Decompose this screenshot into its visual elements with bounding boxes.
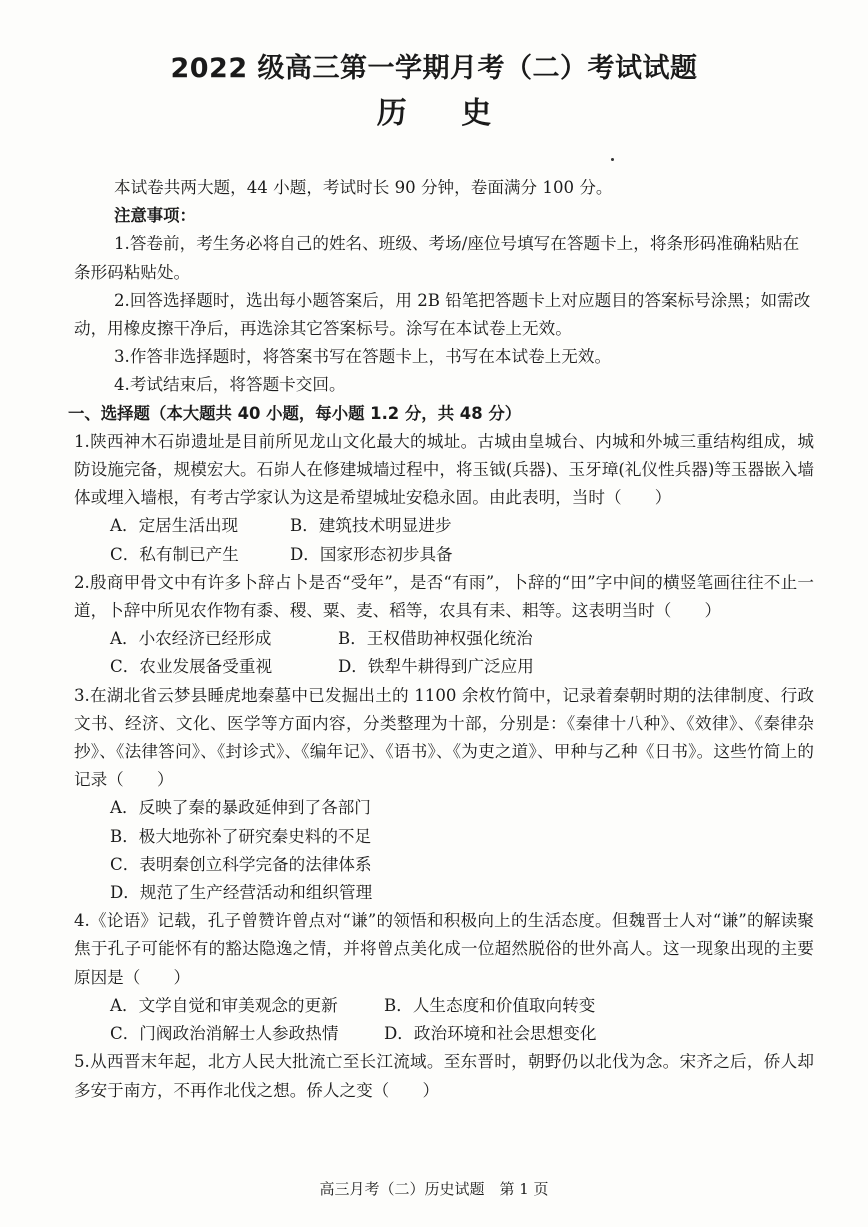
option-a: A．定居生活出现	[110, 516, 239, 536]
option-b: B．极大地弥补了研究秦史料的不足	[110, 826, 372, 846]
question-stem: 1.陕西神木石峁遗址是目前所见龙山文化最大的城址。古城由皇城台、内城和外城三重结构组成，城防设施完备，规模宏大。石峁人在修建城墙过程中，将玉钺(兵器)、玉牙璋(礼仪性兵器)等玉器嵌入墙体或埋入墙根，有考古学家认为这是希望城址安稳永固。由此表明，当时（ ）	[74, 431, 814, 508]
option-a: A．小农经济已经形成	[110, 629, 272, 649]
option-row	[74, 1020, 814, 1048]
option-c: C．农业发展备受重视	[110, 657, 273, 677]
option-c: C．私有制已产生	[110, 544, 239, 564]
scan-speck	[611, 158, 614, 161]
question-stem: 3.在湖北省云梦县睡虎地秦墓中已发掘出土的 1100 余枚竹简中，记录着秦朝时期的法律制度、行政文书、经济、文化、医学等方面内容，分类整理为十部，分别是：《秦律十八种》、《效律》、《秦律杂抄》、《法律答问》、《封诊式》、《编年记》、《语书》、《为吏之道》、甲种与乙种《日书》。这些竹简上的记录（ ）	[74, 685, 814, 790]
option-b: B．人生态度和价值取向转变	[384, 995, 596, 1015]
option-a: A．文学自觉和审美观念的更新	[110, 995, 338, 1015]
option-row	[74, 512, 814, 540]
exam-content	[68, 174, 814, 1105]
notice-item: 4.考试结束后，将答题卡交回。	[114, 375, 346, 395]
notice-item: 3.作答非选择题时，将答案书写在答题卡上，书写在本试卷上无效。	[114, 347, 612, 367]
option-b: B．建筑技术明显进步	[290, 516, 452, 536]
option-row	[74, 625, 814, 653]
exam-summary: 本试卷共两大题，44 小题，考试时长 90 分钟，卷面满分 100 分。	[114, 178, 613, 197]
question-stem: 2.殷商甲骨文中有许多卜辞占卜是否“受年”，是否“有雨”，卜辞的“田”字中间的横竖笔画往往不止一道，卜辞中所见农作物有黍、稷、粟、麦、稻等，农具有耒、耜等。这表明当时（ ）	[74, 572, 814, 621]
option-c: C．门阀政治消解士人参政热情	[110, 1024, 339, 1044]
subject-title: 历 史	[376, 96, 514, 131]
option-b: B．王权借助神权强化统治	[338, 629, 533, 649]
notice-item: 1.答卷前，考生务必将自己的姓名、班级、考场/座位号填写在答题卡上，将条形码准确粘贴在条形码粘贴处。	[74, 234, 800, 282]
notice-title: 注意事项：	[114, 206, 196, 226]
option-d: D．国家形态初步具备	[290, 544, 453, 564]
option-d: D．铁犁牛耕得到广泛应用	[338, 657, 534, 677]
notice-item: 2.回答选择题时，选出每小题答案后，用 2B 铅笔把答题卡上对应题目的答案标号涂黑；如需改动，用橡皮擦干净后，再选涂其它答案标号。涂写在本试卷上无效。	[74, 290, 811, 339]
option-d: D．政治环境和社会思想变化	[384, 1024, 597, 1044]
question-stem: 4.《论语》记载，孔子曾赞许曾点对“谦”的领悟和积极向上的生活态度。但魏晋士人对“谦”的解读聚焦于孔子可能怀有的豁达隐逸之情，并将曾点美化成一位超然脱俗的世外高人。这一现象出现的主要原因是（ ）	[74, 911, 814, 987]
question-stem: 5.从西晋末年起，北方人民大批流亡至长江流域。至东晋时，朝野仍以北伐为念。宋齐之后，侨人却多安于南方，不再作北伐之想。侨人之变（ ）	[74, 1052, 814, 1100]
option-a: A．反映了秦的暴政延伸到了各部门	[110, 798, 371, 818]
exam-title: 2022 级高三第一学期月考（二）考试试题	[170, 53, 698, 84]
page-footer: 高三月考（二）历史试题 第 1 页	[319, 1180, 549, 1198]
option-row	[74, 541, 814, 569]
option-c: C．表明秦创立科学完备的法律体系	[110, 854, 372, 874]
option-d: D．规范了生产经营活动和组织管理	[110, 883, 373, 903]
option-row	[74, 992, 814, 1020]
option-row	[74, 653, 814, 681]
section-heading: 一、选择题（本大题共 40 小题，每小题 1.2 分，共 48 分）	[68, 403, 522, 423]
